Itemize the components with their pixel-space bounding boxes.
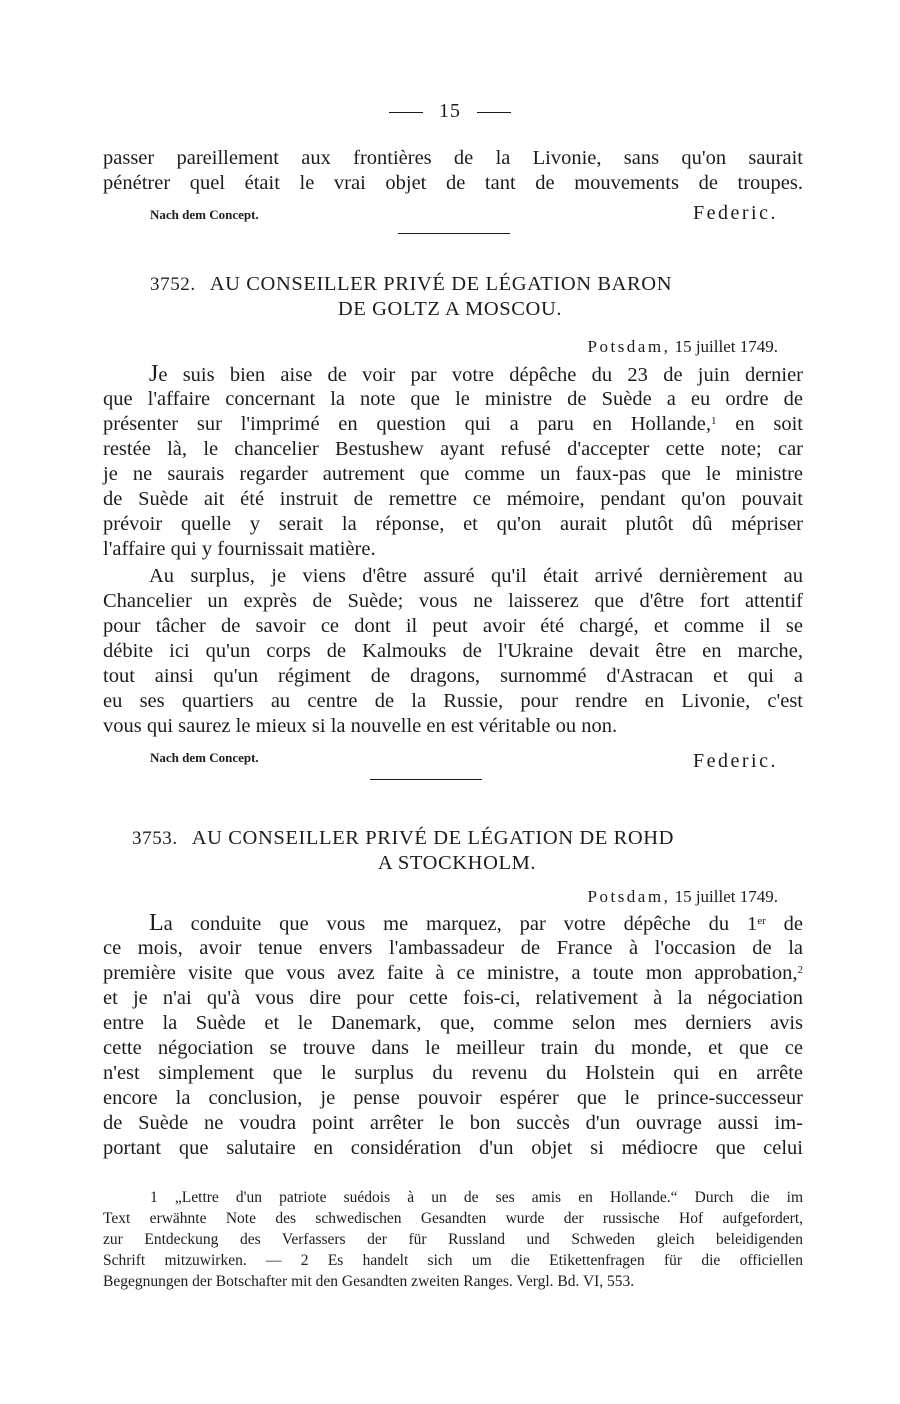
footnote-line [103,1250,803,1271]
page-number [0,100,900,123]
text-line: restée là, le chancelier Bestushew ayant refusé d'accepter cette note; car [103,438,803,460]
text-fragment: e suis bien aise de voir par votre dépêche du 23 de juin dernier [158,364,803,386]
signature: Federic. [693,202,778,224]
text-line: que l'affaire concernant la note que le ministre de Suède a eu ordre de [103,388,803,410]
text-line: cette négociation se trouve dans le meilleur train du monde, et que ce [103,1037,803,1059]
text-line: de Suède ne voudra point arrêter le bon succès d'un ouvrage aussi im- [103,1112,803,1134]
text-line: ce mois, avoir tenue envers l'ambassadeur de France à l'occasion de la [103,937,803,959]
text-fragment: a conduite que vous me marquez, par votre dépêche du 1 [163,913,758,935]
text-line: l'affaire qui y fournissait matière. [103,538,376,560]
text-fragment: Es handelt sich um die Etikettenfragen für die officiellen [327,1252,803,1269]
folio-dash-left [389,112,423,113]
text-line: portant que salutaire en considération d'un objet si médiocre que celui [103,1137,803,1159]
date: 15 juillet 1749. [674,337,778,356]
footnote-ref: 2 [797,964,803,976]
folio-dash-right [477,112,511,113]
footnote-line: Text erwähnte Note des schwedischen Gesandten wurde der russische Hof aufgefordert, [103,1210,803,1227]
footnote-line: zur Entdeckung des Verfassers der für Russland und Schweden gleich beleidigenden [103,1231,803,1248]
text-line: Chancelier un exprès de Suède; vous ne laisserez que d'être fort attentif [103,590,803,612]
text-fragment: de [783,913,804,935]
letter-heading-line-1: AU CONSEILLER PRIVÉ DE LÉGATION DE ROHD [191,827,675,849]
letter-number: 3753. [132,828,178,849]
page-number-text: 15 [439,100,461,122]
letter-heading [150,273,760,296]
text-line: tout ainsi qu'un régiment de dragons, surnommé d'Astracan et qui a [103,665,803,687]
superscript: er [757,915,766,927]
place: Potsdam, [587,337,671,356]
footnote-ref: 1 [711,415,717,427]
text-line: je ne saurais regarder autrement que comme un faux-pas que le ministre [103,463,803,485]
text-fragment: Schrift mitzuwirken. — [103,1252,282,1269]
section-rule [398,233,510,234]
text-fragment: première visite que vous avez faite à ce ministre, a toute mon approbation, [103,962,798,984]
text-line [149,911,803,937]
text-line: prévoir quelle y serait la réponse, et qu'on aurait plutôt dû mépriser [103,513,803,535]
text-line: de Suède ait été instruit de remettre ce mémoire, pendant qu'on pouvait [103,488,803,510]
text-line: eu ses quartiers au centre de la Russie, pour rendre en Livonie, c'est [103,690,803,712]
text-line: Au surplus, je viens d'être assuré qu'il était arrivé dernièrement au [149,565,803,587]
source-note: Nach dem Concept. [150,207,259,222]
text-line [103,412,803,437]
footnote-mark: 2 [300,1252,309,1269]
text-line: pénétrer quel était le vrai objet de tant de mouvements de troupes. [103,172,803,194]
text-line: pour tâcher de savoir ce dont il peut avoir été chargé, et comme il se [103,615,803,637]
text-line: n'est simplement que le surplus du revenu du Holstein qui en arrête [103,1062,803,1084]
footnote-mark: 1 [150,1189,158,1206]
section-rule [370,779,482,780]
place-date [588,337,778,357]
letter-number: 3752. [150,274,196,295]
source-note: Nach dem Concept. [150,750,259,765]
letter-heading-line-2: DE GOLTZ A MOSCOU. [337,298,563,320]
footnote-line [150,1187,803,1208]
place: Potsdam, [587,887,671,906]
initial-letter: J [149,361,159,387]
text-line: vous qui saurez le mieux si la nouvelle en est véritable ou non. [103,715,618,737]
text-fragment: en soit [735,413,804,435]
text-fragment: présenter sur l'imprimé en question qui a paru en Hollande, [103,413,712,435]
text-line: passer pareillement aux frontières de la Livonie, sans qu'on saurait [103,147,803,169]
text-line [149,362,803,388]
signature: Federic. [693,750,778,772]
text-line: et je n'ai qu'à vous dire pour cette fois-ci, relativement à la négociation [103,987,803,1009]
place-date [588,887,778,907]
letter-heading-line-2: A STOCKHOLM. [377,852,537,874]
letter-heading [132,827,782,850]
date: 15 juillet 1749. [674,887,778,906]
text-line [103,961,803,986]
initial-letter: L [149,910,164,936]
text-line: encore la conclusion, je pense pouvoir espérer que le prince-successeur [103,1087,803,1109]
text-line: débite ici qu'un corps de Kalmouks de l'Ukraine devait être en marche, [103,640,803,662]
text-fragment: „Lettre d'un patriote suédois à un de ses amis en Hollande.“ Durch die im [174,1189,804,1206]
footnote-line: Begegnungen der Botschafter mit den Gesandten zweiten Ranges. Vergl. Bd. VI, 553. [103,1273,635,1290]
letter-heading-line-1: AU CONSEILLER PRIVÉ DE LÉGATION BARON [209,273,673,295]
text-line: entre la Suède et le Danemark, que, comme selon mes derniers avis [103,1012,803,1034]
